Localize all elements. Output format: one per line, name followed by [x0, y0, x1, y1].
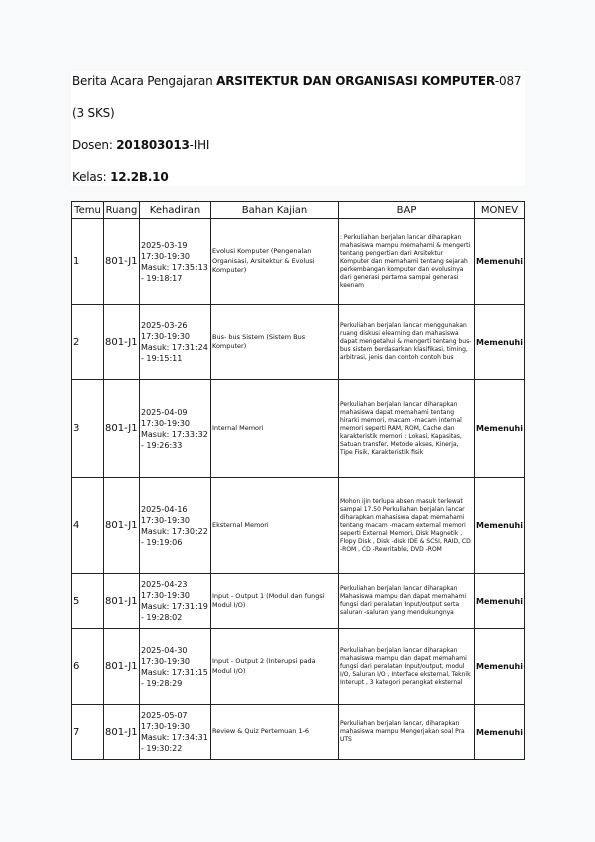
cell-bap: Perkuliahan berjalan lancar, diharapkan mahasiswa mampu Mengerjakan soal Pra UTS [339, 705, 475, 760]
kelas-label: Kelas: [72, 170, 111, 184]
hadir-date: 2025-04-30 [141, 645, 188, 655]
cell-ruang: 801-J1 [104, 705, 140, 760]
cell-bap: Mohon ijin terlupa absen masuk terlewat sampai 17.50 Perkuliahan berjalan lancar diharapkan mahasiswa dapat memahami tentang macam -macam external memori seperti External Memori, Disk Magnetik , Flopy Disk , Disk -disk IDE & SCSI, RAID, CD -ROM , CD -Rewritable, DVD -ROM [339, 478, 475, 574]
dosen-label: Dosen: [72, 138, 117, 152]
cell-ruang: 801-J1 [104, 629, 140, 705]
cell-kehadiran [140, 705, 211, 760]
dosen-suffix: -IHI [189, 138, 210, 152]
kelas-line [72, 170, 168, 184]
hadir-date: 2025-04-23 [141, 580, 188, 589]
cell-temu: 7 [72, 705, 104, 760]
table-row [72, 478, 525, 574]
table-header-row [72, 202, 525, 219]
cell-bahan-kajian: Eksternal Memori [211, 478, 339, 574]
hadir-schedule: 17:30-19:30 [141, 332, 190, 341]
cell-temu: 2 [72, 305, 104, 380]
cell-temu: 3 [72, 380, 104, 478]
cell-temu: 4 [72, 478, 104, 574]
table-row [72, 629, 525, 705]
cell-monev: Memenuhi [475, 705, 525, 760]
course-name: ARSITEKTUR DAN ORGANISASI KOMPUTER [216, 74, 495, 88]
cell-temu: 6 [72, 629, 104, 705]
col-header-kehadiran: Kehadiran [140, 202, 211, 219]
cell-ruang: 801-J1 [104, 478, 140, 574]
col-header-temu: Temu [72, 202, 104, 219]
cell-kehadiran [140, 305, 211, 380]
hadir-schedule: 17:30-19:30 [141, 251, 190, 261]
hadir-checkin: Masuk: 17:31:15 - 19:28:29 [141, 667, 208, 688]
cell-bahan-kajian: Input - Output 2 (Interupsi pada Modul I/O) [211, 629, 339, 705]
hadir-schedule: 17:30-19:30 [141, 418, 190, 428]
hadir-date: 2025-04-09 [141, 407, 188, 417]
cell-bap: : Perkuliahan berjalan lancar diharapkan mahasiswa mampu memahami & mengerti tentang pengertian dari Arsitektur Komputer dan memahami tentang sejarah perkembangan komputer dan evolusinya dari generasi pertama sampai generasi keenam [339, 219, 475, 305]
sks-line: (3 SKS) [72, 106, 115, 120]
hadir-date: 2025-05-07 [141, 711, 188, 720]
cell-bap: Perkuliahan berjalan lancar diharapkan Mahasiswa mampu dan dapat memahami fungsi dari peralatan Input/output serta saluran -saluran yang mendukungnya [339, 574, 475, 629]
table-row [72, 380, 525, 478]
hadir-checkin: Masuk: 17:35:13 - 19:18:17 [141, 262, 208, 283]
cell-bahan-kajian: Evolusi Komputer (Pengenalan Organisasi, Arsitektur & Evolusi Komputer) [211, 219, 339, 305]
cell-kehadiran [140, 574, 211, 629]
dosen-line [72, 138, 209, 152]
hadir-schedule: 17:30-19:30 [141, 656, 190, 666]
cell-kehadiran [140, 380, 211, 478]
hadir-schedule: 17:30-19:30 [141, 591, 190, 600]
cell-monev: Memenuhi [475, 380, 525, 478]
table-row [72, 574, 525, 629]
cell-ruang: 801-J1 [104, 219, 140, 305]
hadir-checkin: Masuk: 17:31:24 - 19:15:11 [141, 343, 208, 363]
col-header-monev: MONEV [475, 202, 525, 219]
cell-temu: 1 [72, 219, 104, 305]
cell-kehadiran [140, 478, 211, 574]
cell-ruang: 801-J1 [104, 380, 140, 478]
hadir-date: 2025-03-19 [141, 240, 188, 250]
table-row [72, 305, 525, 380]
table-row [72, 219, 525, 305]
cell-temu: 5 [72, 574, 104, 629]
cell-bahan-kajian: Bus- bus Sistem (Sistem Bus Komputer) [211, 305, 339, 380]
title-prefix: Berita Acara Pengajaran [72, 74, 217, 88]
cell-monev: Memenuhi [475, 478, 525, 574]
hadir-checkin: Masuk: 17:31:19 - 19:28:02 [141, 602, 208, 622]
hadir-schedule: 17:30-19:30 [141, 515, 190, 525]
kelas-value: 12.2B.10 [110, 170, 169, 184]
course-code: -087 [494, 74, 522, 88]
cell-kehadiran [140, 629, 211, 705]
cell-bahan-kajian: Review & Quiz Pertemuan 1-6 [211, 705, 339, 760]
bap-table [71, 201, 525, 760]
hadir-checkin: Masuk: 17:30:22 - 19:19:06 [141, 526, 208, 547]
col-header-bap: BAP [339, 202, 475, 219]
cell-monev: Memenuhi [475, 629, 525, 705]
cell-kehadiran [140, 219, 211, 305]
cell-ruang: 801-J1 [104, 305, 140, 380]
hadir-checkin: Masuk: 17:34:31 - 19:30:22 [141, 733, 208, 753]
cell-monev: Memenuhi [475, 574, 525, 629]
hadir-date: 2025-03-26 [141, 321, 188, 330]
dosen-id: 201803013 [116, 138, 190, 152]
cell-monev: Memenuhi [475, 219, 525, 305]
cell-bahan-kajian: Internal Memori [211, 380, 339, 478]
hadir-date: 2025-04-16 [141, 504, 188, 514]
table-row [72, 705, 525, 760]
col-header-bahan-kajian: Bahan Kajian [211, 202, 339, 219]
hadir-checkin: Masuk: 17:33:32 - 19:26:33 [141, 429, 208, 450]
cell-bahan-kajian: Input - Output 1 (Modul dan fungsi Modul I/O) [211, 574, 339, 629]
cell-ruang: 801-J1 [104, 574, 140, 629]
hadir-schedule: 17:30-19:30 [141, 722, 190, 731]
report-title [72, 74, 521, 88]
col-header-ruang: Ruang [104, 202, 140, 219]
cell-monev: Memenuhi [475, 305, 525, 380]
cell-bap: Perkuliahan berjalan lancar diharapkan mahasiswa dapat memahami tentang hirarki memori, macam -macam internal memori seperti RAM, ROM, Cache dan karakteristik memori : Lokasi, Kapasitas, Satuan transfer, Metode akses, Kinerja, Tipe Fisik, Karakteristik fisik [339, 380, 475, 478]
cell-bap: Perkuliahan berjalan lancar diharapkan mahasiswa mampu dan dapat memahami fungsi dari peralatan Input/output, modul I/O, Saluran I/O , Interface eksternal, Teknik Interupt , 3 kategori perangkat eksternal [339, 629, 475, 705]
document-header [71, 71, 525, 186]
cell-bap: Perkuliahan berjalan lancar menggunakan ruang diskusi elearning dan mahasiswa dapat mengetahui & mengerti tentang bus-bus sistem berdasarkan klasifikasi, timing, arbitrasi, jenis dan contoh contoh bus [339, 305, 475, 380]
